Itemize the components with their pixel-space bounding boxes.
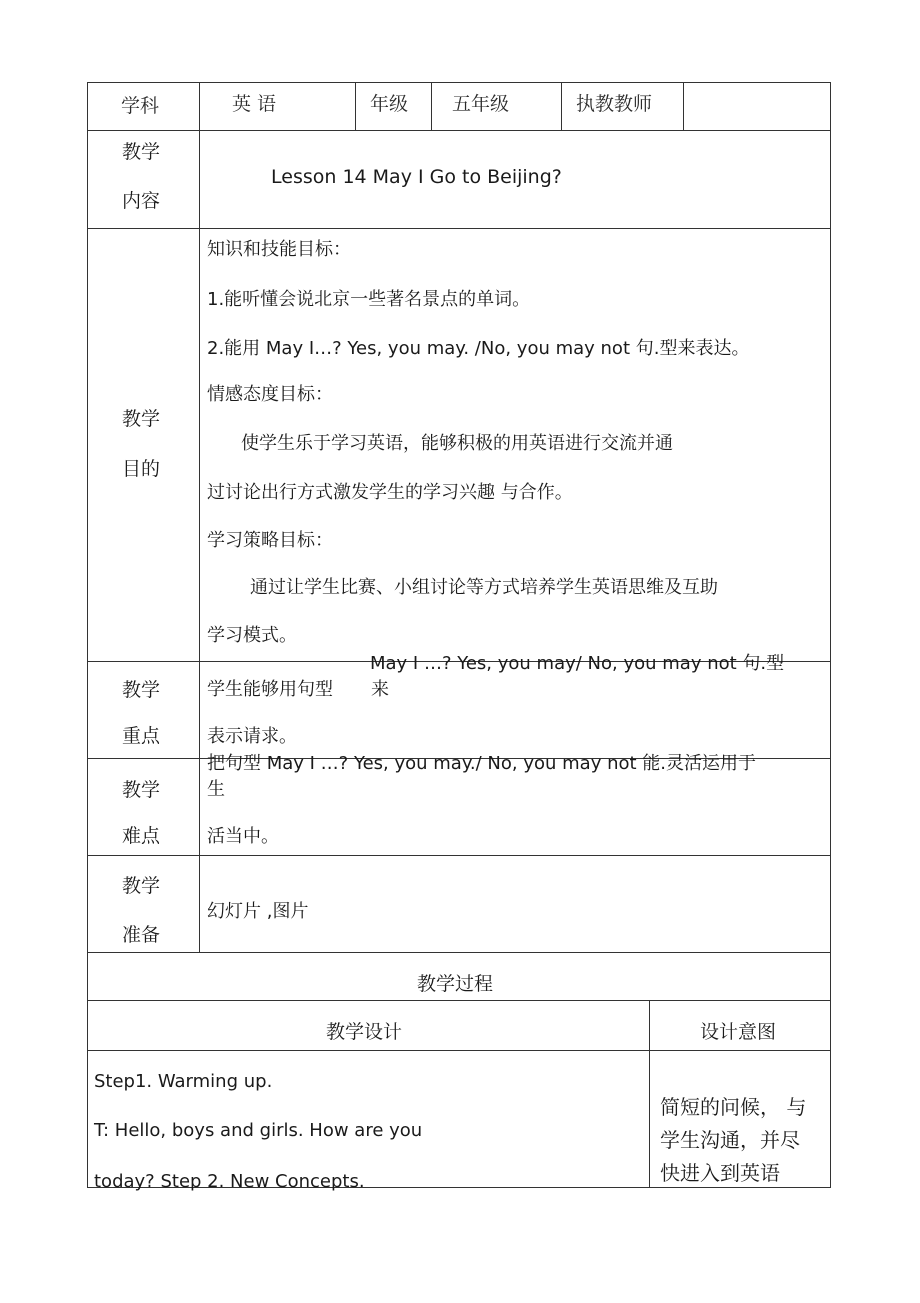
design-line: T: Hello, boys and girls. How are you	[94, 1120, 423, 1141]
keypoints-floating-text: May I …? Yes, you may/ No, you may not 句.型	[370, 653, 785, 674]
lesson-title: Lesson 14 May I Go to Beijing?	[271, 166, 562, 188]
keypoints-label-line1: 教学	[122, 679, 161, 701]
design-header: 教学设计	[326, 1021, 403, 1043]
objective-line: 情感态度目标：	[207, 384, 333, 405]
grade-label: 年级	[370, 93, 409, 115]
process-title: 教学过程	[417, 973, 494, 995]
rule-header-3	[355, 82, 356, 131]
objectives-label-line2: 目的	[122, 458, 161, 480]
keypoints-label-line2: 重点	[122, 725, 161, 747]
objective-line: 使学生乐于学习英语，能够积极的用英语进行交流并通	[241, 433, 673, 454]
rule-header-6	[683, 82, 684, 131]
rule-after-process-title	[87, 1000, 831, 1001]
design-line: Step1. Warming up.	[94, 1071, 273, 1092]
difficulties-line2: 活当中。	[207, 826, 279, 847]
preparation-value: 幻灯片 ,图片	[207, 901, 309, 922]
rule-header-5	[561, 82, 562, 131]
objective-line: 通过让学生比赛、小组讨论等方式培养学生英语思维及互助	[250, 577, 718, 598]
rule-label-column	[199, 82, 200, 953]
intent-header: 设计意图	[700, 1021, 777, 1043]
keypoints-line1-b: 来	[371, 679, 389, 700]
subject-label: 学科	[121, 95, 160, 117]
keypoints-line2: 表示请求。	[207, 726, 297, 747]
objectives-label-line1: 教学	[122, 408, 161, 430]
intent-line: 简短的问候， 与	[660, 1095, 807, 1119]
rule-left	[87, 82, 88, 1188]
intent-line: 快进入到英语	[660, 1161, 780, 1185]
objective-line: 学习策略目标：	[207, 530, 333, 551]
intent-line: 学生沟通，并尽	[660, 1128, 800, 1152]
keypoints-line1-a: 学生能够用句型	[207, 679, 333, 700]
objective-line: 知识和技能目标：	[207, 239, 351, 260]
rule-process-split	[649, 1000, 650, 1188]
content-label-line1: 教学	[122, 141, 161, 163]
objective-line: 2.能用 May I…? Yes, you may. /No, you may not 句.型来表达。	[207, 338, 750, 359]
rule-header-4	[431, 82, 432, 131]
grade-value: 五年级	[452, 93, 510, 115]
preparation-label-line1: 教学	[122, 875, 161, 897]
objective-line: 1.能听懂会说北京一些著名景点的单词。	[207, 289, 531, 310]
objective-line: 过讨论出行方式激发学生的学习兴趣 与合作。	[207, 482, 573, 503]
rule-after-process-headers	[87, 1050, 831, 1051]
objective-line: 学习模式。	[207, 625, 297, 646]
difficulties-line1: 生	[207, 779, 225, 800]
teacher-label: 执教教师	[576, 93, 653, 115]
difficulties-label-line1: 教学	[122, 779, 161, 801]
preparation-label-line2: 准备	[122, 924, 161, 946]
rule-right	[830, 82, 831, 1188]
design-line: today? Step 2. New Concepts.	[94, 1171, 365, 1192]
content-label-line2: 内容	[122, 190, 161, 212]
difficulties-label-line2: 难点	[122, 825, 161, 847]
subject-value: 英 语	[232, 93, 277, 115]
difficulties-floating-text: 把句型 May I …? Yes, you may./ No, you may not 能.灵活运用于	[207, 753, 756, 774]
